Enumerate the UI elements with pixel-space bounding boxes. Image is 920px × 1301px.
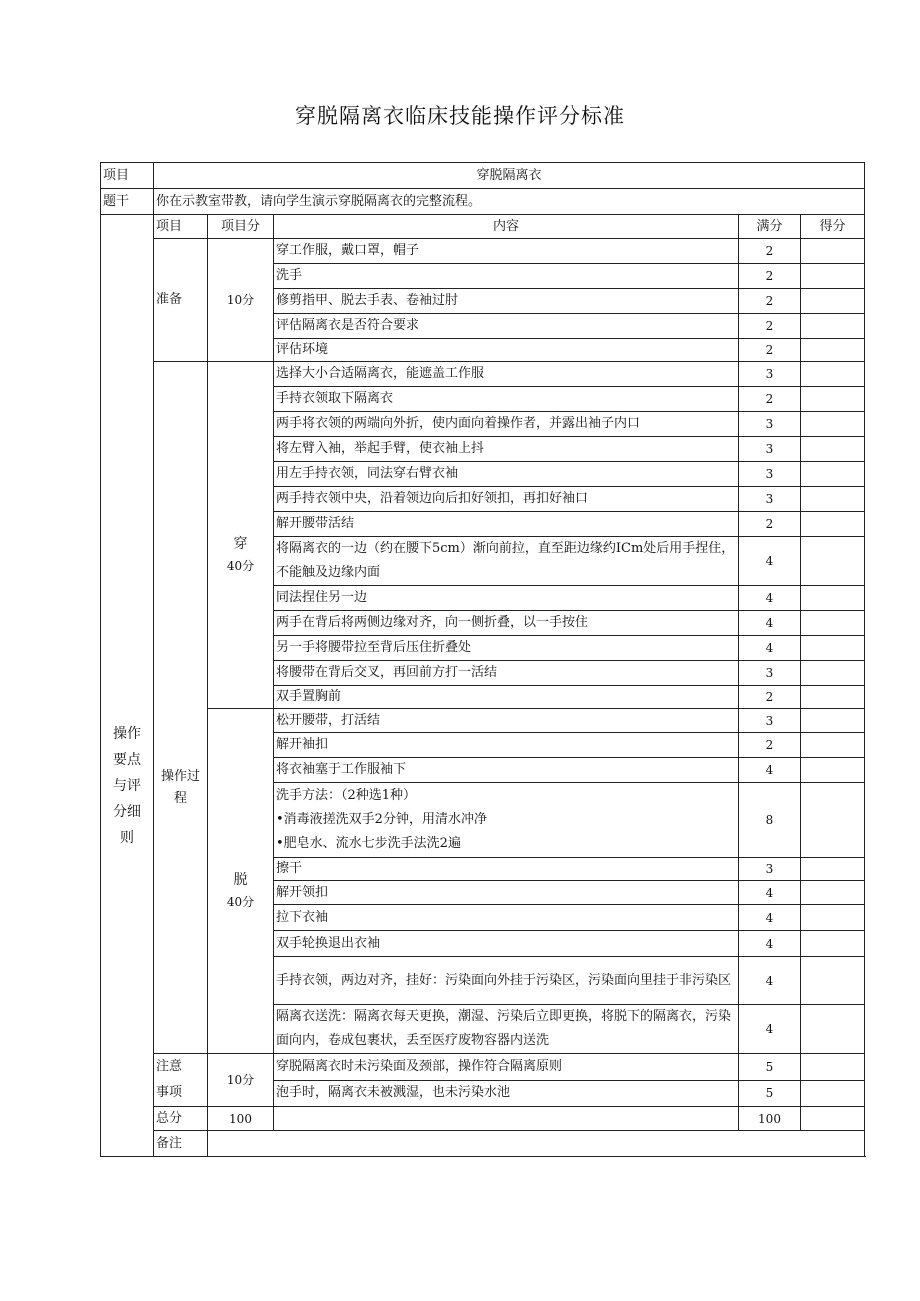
content-cell: 松开腰带，打活结	[274, 709, 739, 733]
remark-label: 备注	[154, 1131, 208, 1157]
item-label: 项目	[101, 163, 154, 189]
full-score-cell: 8	[739, 783, 801, 858]
page-title: 穿脱隔离衣临床技能操作评分标准	[295, 104, 625, 128]
score-cell[interactable]	[801, 858, 865, 881]
content-cell: 将腰带在背后交叉，再回前方打一活结	[274, 661, 739, 686]
col-item: 项目	[154, 215, 208, 239]
table-row	[101, 709, 865, 733]
content-cell: 擦干	[274, 858, 739, 881]
remark-value[interactable]	[208, 1131, 865, 1157]
doff-score-value: 40分	[226, 895, 255, 909]
total-row	[101, 1107, 865, 1131]
handwash-option-1: •消毒液搓洗双手2分钟，用清水冲净	[276, 812, 487, 827]
full-score-cell: 4	[739, 957, 801, 1005]
full-score-cell: 4	[739, 1005, 801, 1054]
table-row	[101, 1054, 865, 1081]
total-score: 100	[208, 1107, 274, 1131]
handwash-option-2: •肥皂水、流水七步洗手法洗2遍	[276, 836, 461, 851]
question-label: 题干	[101, 189, 154, 215]
score-cell[interactable]	[801, 1054, 865, 1081]
total-content	[274, 1107, 739, 1131]
full-score-cell: 2	[739, 733, 801, 758]
column-header-row	[101, 215, 865, 239]
content-cell: 隔离衣送洗：隔离衣每天更换，潮湿、污染后立即更换，将脱下的隔离衣，污染面向内，卷成包裹状，丢至医疗废物容器内送洗	[274, 1005, 739, 1054]
content-cell	[274, 783, 739, 858]
full-score-cell: 3	[739, 858, 801, 881]
full-score-cell: 5	[739, 1080, 801, 1107]
full-score-cell: 4	[739, 537, 801, 586]
full-score-cell: 4	[739, 636, 801, 661]
content-cell: 同法捏住另一边	[274, 586, 739, 611]
col-item-score: 项目分	[208, 215, 274, 239]
content-cell: 另一手将腰带拉至背后压住折叠处	[274, 636, 739, 661]
score-cell[interactable]	[801, 709, 865, 733]
full-score-cell: 4	[739, 758, 801, 783]
score-cell[interactable]	[801, 412, 865, 437]
content-cell: 解开袖扣	[274, 733, 739, 758]
full-score-cell: 2	[739, 289, 801, 314]
full-score-cell: 2	[739, 264, 801, 289]
score-table	[100, 162, 865, 1157]
score-cell[interactable]	[801, 586, 865, 611]
score-cell[interactable]	[801, 1080, 865, 1107]
content-cell: 评估隔离衣是否符合要求	[274, 314, 739, 339]
score-cell[interactable]	[801, 487, 865, 512]
content-cell: 手持衣领，两边对齐，挂好：污染面向外挂于污染区，污染面向里挂于非污染区	[274, 957, 739, 1005]
full-score-cell: 3	[739, 487, 801, 512]
content-cell: 评估环境	[274, 339, 739, 362]
score-cell[interactable]	[801, 289, 865, 314]
col-full-score: 满分	[739, 215, 801, 239]
score-cell[interactable]	[801, 905, 865, 931]
total-label: 总分	[154, 1107, 208, 1131]
score-cell[interactable]	[801, 611, 865, 636]
process-label: 操作过程	[154, 362, 208, 1054]
score-cell[interactable]	[801, 733, 865, 758]
score-cell[interactable]	[801, 462, 865, 487]
content-cell: 双手置胸前	[274, 686, 739, 709]
content-cell: 两手在背后将两侧边缘对齐，向一侧折叠，以一手按住	[274, 611, 739, 636]
score-cell[interactable]	[801, 957, 865, 1005]
score-cell[interactable]	[801, 537, 865, 586]
notes-score: 10分	[208, 1054, 274, 1107]
full-score-cell: 2	[739, 512, 801, 537]
score-cell[interactable]	[801, 387, 865, 412]
content-cell: 双手轮换退出衣袖	[274, 931, 739, 957]
score-cell[interactable]	[801, 881, 865, 905]
content-cell: 两手持衣领中央，沿着领边向后扣好领扣，再扣好袖口	[274, 487, 739, 512]
table-row	[101, 362, 865, 387]
full-score-cell: 4	[739, 611, 801, 636]
full-score-cell: 2	[739, 339, 801, 362]
content-cell: 穿工作服，戴口罩，帽子	[274, 239, 739, 264]
full-score-cell: 3	[739, 661, 801, 686]
item-row	[101, 163, 865, 189]
score-cell[interactable]	[801, 264, 865, 289]
table-row	[101, 239, 865, 264]
content-cell: 解开腰带活结	[274, 512, 739, 537]
full-score-cell: 3	[739, 709, 801, 733]
doff-label: 脱	[233, 872, 248, 888]
col-content: 内容	[274, 215, 739, 239]
content-cell: 手持衣领取下隔离衣	[274, 387, 739, 412]
full-score-cell: 3	[739, 412, 801, 437]
full-score-cell: 4	[739, 931, 801, 957]
don-label: 穿	[233, 536, 248, 552]
full-score-cell: 2	[739, 387, 801, 412]
total-score-cell[interactable]	[801, 1107, 865, 1131]
content-cell: 解开领扣	[274, 881, 739, 905]
score-cell[interactable]	[801, 339, 865, 362]
total-full-score: 100	[739, 1107, 801, 1131]
handwash-method: 洗手方法：（2种选1种）	[276, 788, 417, 803]
don-score	[208, 362, 274, 709]
content-cell: 泡手时，隔离衣未被溅湿，也未污染水池	[274, 1080, 739, 1107]
question-row	[101, 189, 865, 215]
score-cell[interactable]	[801, 362, 865, 387]
content-cell: 穿脱隔离衣时未污染面及颈部，操作符合隔离原则	[274, 1054, 739, 1081]
notes-label: 注意事项	[154, 1054, 208, 1107]
prep-label: 准备	[154, 239, 208, 362]
full-score-cell: 2	[739, 239, 801, 264]
question-value: 你在示教室带教，请向学生演示穿脱隔离衣的完整流程。	[154, 189, 865, 215]
content-cell: 将衣袖塞于工作服袖下	[274, 758, 739, 783]
content-cell: 用左手持衣领，同法穿右臂衣袖	[274, 462, 739, 487]
full-score-cell: 5	[739, 1054, 801, 1081]
don-score-value: 40分	[226, 559, 255, 573]
col-score: 得分	[801, 215, 865, 239]
score-cell[interactable]	[801, 512, 865, 537]
content-cell: 两手将衣领的两端向外折，使内面向着操作者，并露出袖子内口	[274, 412, 739, 437]
score-cell[interactable]	[801, 686, 865, 709]
content-cell: 选择大小合适隔离衣，能遮盖工作服	[274, 362, 739, 387]
item-value: 穿脱隔离衣	[154, 163, 865, 189]
full-score-cell: 2	[739, 686, 801, 709]
score-cell[interactable]	[801, 636, 865, 661]
score-cell[interactable]	[801, 661, 865, 686]
section-label: 操作要点与评分细则	[101, 215, 154, 1157]
full-score-cell: 2	[739, 314, 801, 339]
full-score-cell: 4	[739, 905, 801, 931]
score-cell[interactable]	[801, 1005, 865, 1054]
score-cell[interactable]	[801, 931, 865, 957]
full-score-cell: 3	[739, 437, 801, 462]
score-cell[interactable]	[801, 314, 865, 339]
content-cell: 将隔离衣的一边（约在腰下5cm）渐向前拉，直至距边缘约ICm处后用手捏住，不能触及边缘内面	[274, 537, 739, 586]
score-cell[interactable]	[801, 783, 865, 858]
remark-row	[101, 1131, 865, 1157]
full-score-cell: 3	[739, 462, 801, 487]
content-cell: 洗手	[274, 264, 739, 289]
doff-score	[208, 709, 274, 1054]
full-score-cell: 4	[739, 586, 801, 611]
content-cell: 将左臂入袖，举起手臂，使衣袖上抖	[274, 437, 739, 462]
content-cell: 拉下衣袖	[274, 905, 739, 931]
content-cell: 修剪指甲、脱去手表、卷袖过肘	[274, 289, 739, 314]
score-cell[interactable]	[801, 239, 865, 264]
score-cell[interactable]	[801, 758, 865, 783]
full-score-cell: 3	[739, 362, 801, 387]
prep-score: 10分	[208, 239, 274, 362]
full-score-cell: 4	[739, 881, 801, 905]
score-cell[interactable]	[801, 437, 865, 462]
